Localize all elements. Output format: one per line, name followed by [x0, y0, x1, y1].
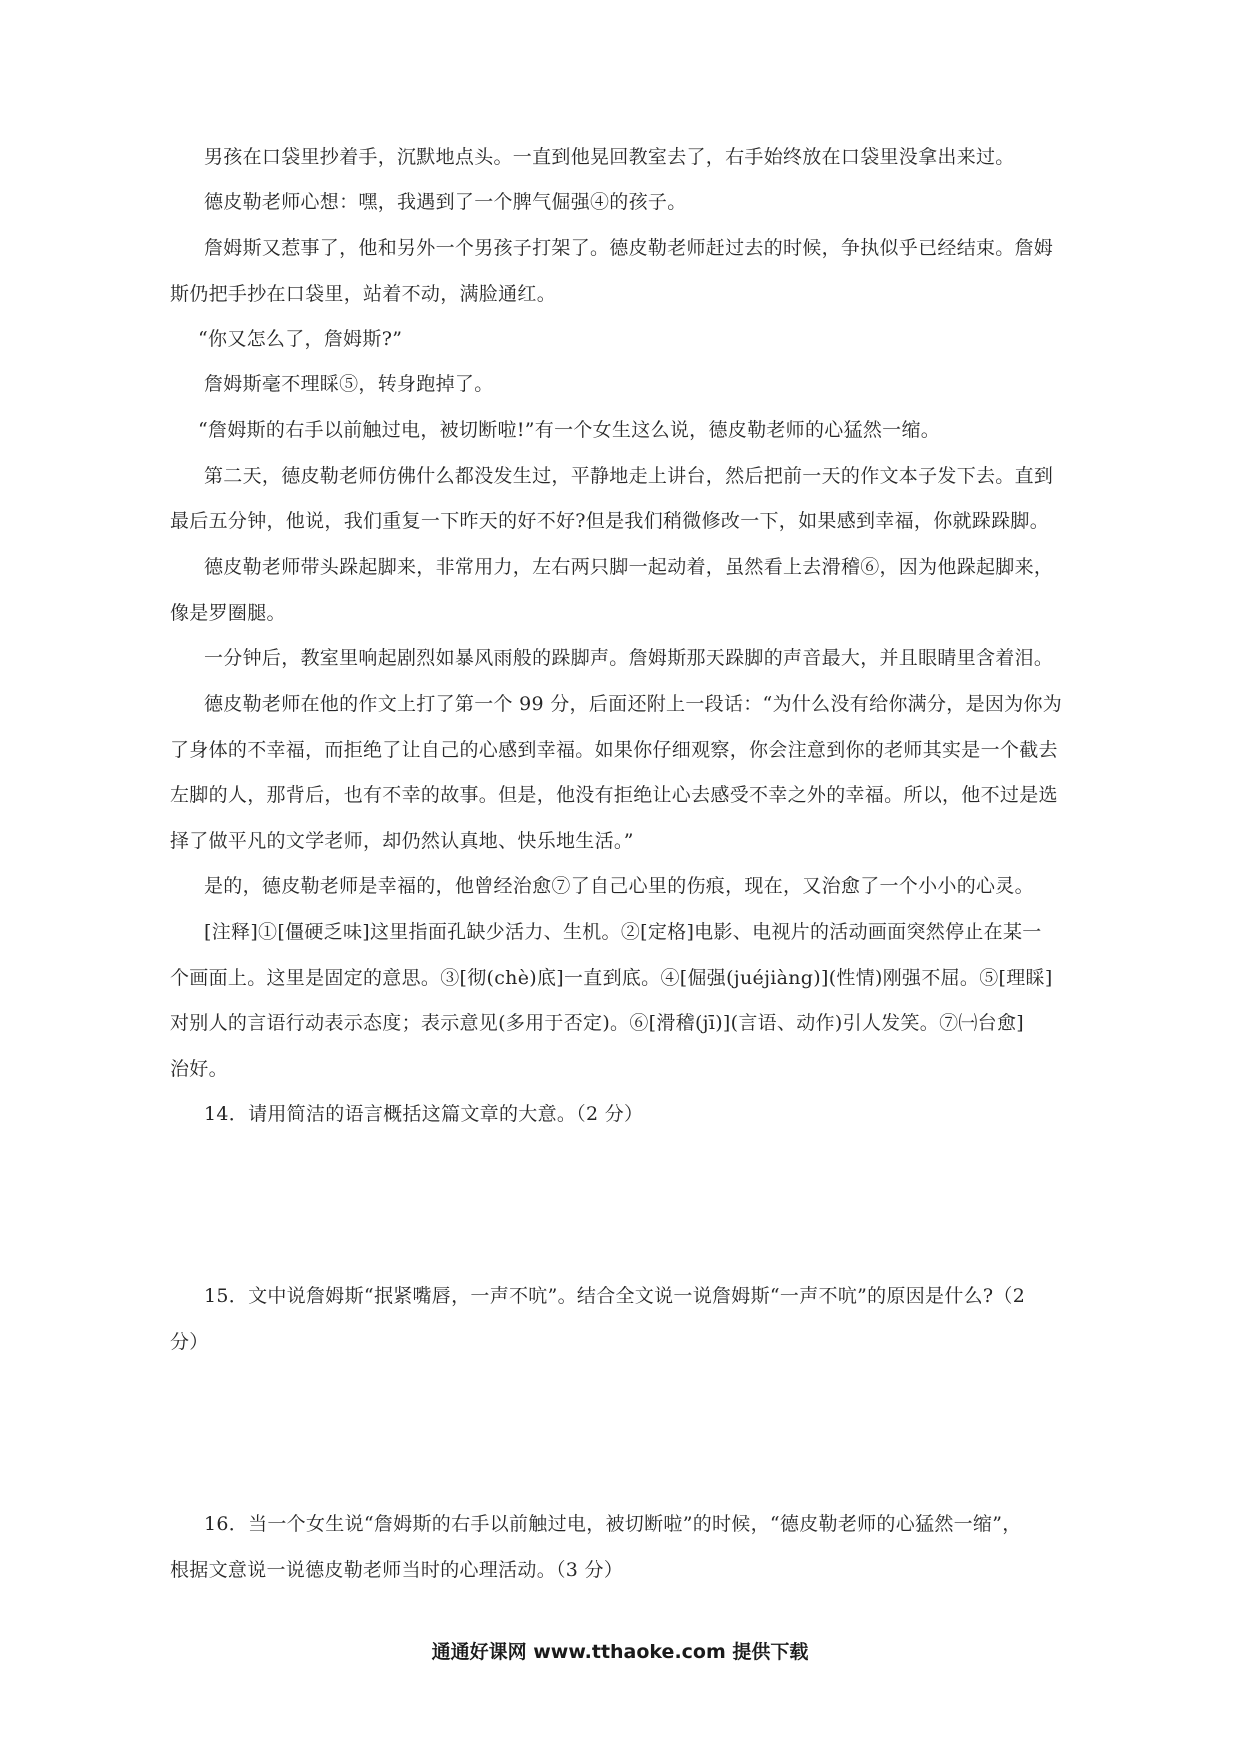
paragraph-line: 德皮勒老师带头跺起脚来，非常用力，左右两只脚一起动着，虽然看上去滑稽⑥，因为他跺起脚来， — [204, 556, 1054, 578]
paragraph-line: 择了做平凡的文学老师，却仍然认真地、快乐地生活。” — [170, 830, 634, 852]
paragraph-line: 詹姆斯毫不理睬⑤，转身跑掉了。 — [204, 373, 494, 395]
paragraph-line: “詹姆斯的右手以前触过电，被切断啦!”有一个女生这么说，德皮勒老师的心猛然一缩。 — [198, 419, 941, 441]
question-16: 16．当一个女生说“詹姆斯的右手以前触过电，被切断啦”的时候，“德皮勒老师的心猛然一缩”， — [204, 1513, 1022, 1535]
paragraph-line: 最后五分钟，他说，我们重复一下昨天的好不好?但是我们稍微修改一下，如果感到幸福，你就跺跺脚。 — [170, 510, 1049, 532]
annotation-line: 个画面上。这里是固定的意思。③[彻(chè)底]一直到底。④[倔强(juéjiàng)](性情)刚强不屈。⑤[理睬] — [170, 967, 1053, 989]
paragraph-line: “你又怎么了，詹姆斯?” — [198, 328, 403, 350]
question-15: 15．文中说詹姆斯“抿紧嘴唇，一声不吭”。结合全文说一说詹姆斯“一声不吭”的原因是什么?（2 — [204, 1285, 1026, 1307]
paragraph-line: 斯仍把手抄在口袋里，站着不动，满脸通红。 — [170, 283, 557, 305]
paragraph-line: 像是罗圈腿。 — [170, 602, 286, 624]
paragraph-line: 左脚的人，那背后，也有不幸的故事。但是，他没有拒绝让心去感受不幸之外的幸福。所以，他不过是选 — [170, 784, 1058, 806]
question-16-continued: 根据文意说一说德皮勒老师当时的心理活动。（3 分） — [170, 1559, 624, 1581]
paragraph-line: 詹姆斯又惹事了，他和另外一个男孩子打架了。德皮勒老师赶过去的时候，争执似乎已经结束。詹姆 — [204, 237, 1054, 259]
paragraph-line: 是的，德皮勒老师是幸福的，他曾经治愈⑦了自己心里的伤痕，现在，又治愈了一个小小的心灵。 — [204, 875, 1034, 897]
paragraph-line: 了身体的不幸福，而拒绝了让自己的心感到幸福。如果你仔细观察，你会注意到你的老师其实是一个截去 — [170, 739, 1058, 761]
paragraph-line: 一分钟后，教室里响起剧烈如暴风雨般的跺脚声。詹姆斯那天跺脚的声音最大，并且眼睛里含着泪。 — [204, 647, 1054, 669]
annotation-line: 治好。 — [170, 1058, 228, 1080]
annotation-line: [注释]①[僵硬乏味]这里指面孔缺少活力、生机。②[定格]电影、电视片的活动画面突然停止在某一 — [204, 921, 1042, 943]
question-14: 14．请用简洁的语言概括这篇文章的大意。（2 分） — [204, 1103, 644, 1125]
annotation-line: 对别人的言语行动表示态度；表示意见(多用于否定)。⑥[滑稽(jī)](言语、动作)引人发笑。⑦㈠台愈] — [170, 1012, 1024, 1034]
paragraph-line: 德皮勒老师心想：嘿，我遇到了一个脾气倔强④的孩子。 — [204, 191, 687, 213]
question-15-continued: 分） — [170, 1331, 209, 1353]
paragraph-line: 德皮勒老师在他的作文上打了第一个 99 分，后面还附上一段话：“为什么没有给你满分，是因为你为 — [204, 693, 1063, 715]
paragraph-line: 男孩在口袋里抄着手，沉默地点头。一直到他晃回教室去了，右手始终放在口袋里没拿出来过。 — [204, 146, 1015, 168]
footer-watermark: 通通好课网 www.tthaoke.com 提供下载 — [431, 1641, 809, 1663]
paragraph-line: 第二天，德皮勒老师仿佛什么都没发生过，平静地走上讲台，然后把前一天的作文本子发下去。直到 — [204, 465, 1054, 487]
